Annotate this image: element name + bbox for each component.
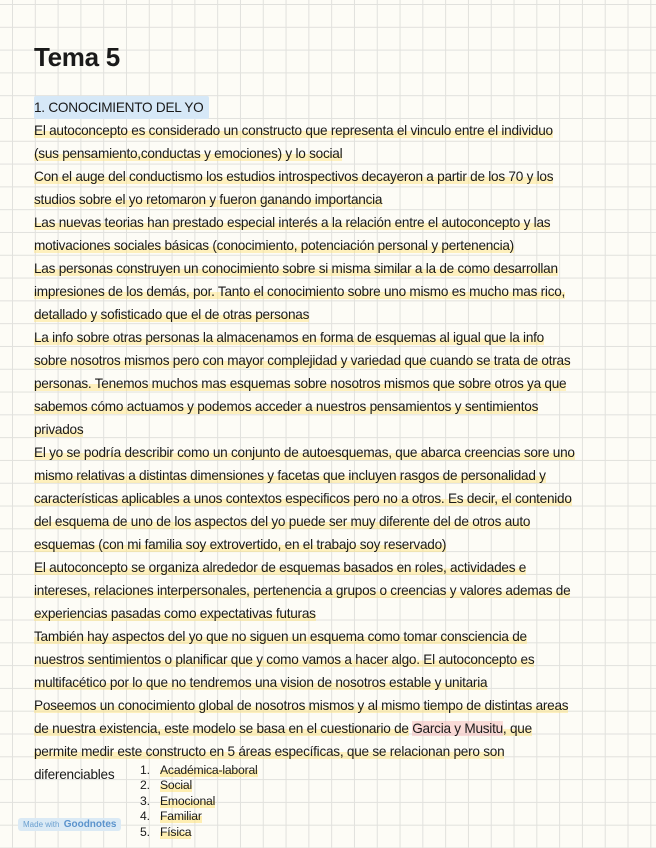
note-line (34, 579, 634, 602)
note-line (34, 533, 634, 556)
note-line (34, 349, 634, 372)
note-line-text: Las personas construyen un conocimiento sobre si misma similar a la de como desarrollan (34, 261, 558, 276)
note-line-text: privados (34, 422, 84, 437)
note-line-text: experiencias pasadas como expectativas futuras (34, 606, 316, 621)
note-line-text: También hay aspectos del yo que no siguen un esquema como tomar consciencia de (34, 629, 527, 644)
area-number: 4. (140, 809, 150, 824)
note-line-text: El autoconcepto es considerado un constructo que representa el vinculo entre el individuo (34, 123, 553, 138)
note-line-text: permite medir este constructo en 5 áreas específicas, que se relacionan pero son (34, 744, 505, 759)
area-label: Emocional (160, 793, 216, 808)
area-number: 2. (140, 778, 150, 793)
note-line (34, 625, 634, 648)
note-line (34, 510, 634, 533)
note-line-text-after: , que (502, 721, 532, 736)
note-line (34, 303, 634, 326)
last-line-text: diferenciables (34, 767, 115, 782)
note-line-text: esquemas (con mi familia soy extrovertido, en el trabajo soy reservado) (34, 537, 447, 552)
area-number: 3. (140, 793, 150, 808)
note-line-text: impresiones de los demás, por. Tanto el conocimiento sobre uno mismo es mucho mas rico, (34, 284, 566, 299)
note-line-text: studios sobre el yo retomaron y fueron ganando importancia (34, 192, 383, 207)
note-line-text: Con el auge del conductismo los estudios introspectivos decayeron a partir de los 70 y los (34, 169, 554, 184)
note-line-text: multifacético por lo que no tendremos una vision de nosotros estable y unitaria (34, 675, 488, 690)
note-line (34, 556, 634, 579)
note-line (34, 395, 634, 418)
note-line-text: motivaciones sociales básicas (conocimiento, potenciación personal y pertenencia) (34, 238, 514, 253)
goodnotes-watermark (18, 818, 121, 831)
note-line (34, 257, 634, 280)
note-line (34, 441, 634, 464)
note-line-text: nuestros sentimientos o planificar que y como vamos a hacer algo. El autoconcepto es (34, 652, 535, 667)
area-label: Familiar (160, 809, 202, 824)
highlighted-name: Garcia y Musitu (412, 721, 503, 736)
note-lines (34, 96, 634, 763)
note-line (34, 96, 634, 119)
note-line (34, 211, 634, 234)
note-line (34, 119, 634, 142)
note-line-text: personas. Tenemos muchos mas esquemas sobre nosotros mismos que sobre otros ya que (34, 376, 567, 391)
area-list-item (140, 778, 258, 793)
note-line (34, 234, 634, 257)
note-line-text: intereses, relaciones interpersonales, pertenencia a grupos o creencias y valores ademas de (34, 583, 571, 598)
note-line (34, 602, 634, 625)
areas-list (140, 763, 258, 840)
area-list-item (140, 763, 258, 778)
note-line-text: La info sobre otras personas la almacenamos en forma de esquemas al igual que la info (34, 330, 544, 345)
area-list-item (140, 825, 258, 840)
area-list-item (140, 809, 258, 824)
area-number: 5. (140, 824, 150, 839)
note-line-text: El autoconcepto se organiza alrededor de esquemas basados en roles, actividades e (34, 560, 527, 575)
note-line (34, 464, 634, 487)
note-line (34, 165, 634, 188)
note-line (34, 326, 634, 349)
section-heading: 1. CONOCIMIENTO DEL YO (34, 96, 209, 119)
note-line (34, 694, 634, 717)
area-number: 1. (140, 763, 150, 777)
watermark-prefix: Made with (23, 820, 60, 829)
note-line-text: mismo relativas a distintas dimensiones y facetas que incluyen rasgos de personalidad y (34, 468, 546, 483)
page-title: Tema 5 (34, 42, 120, 72)
note-line (34, 372, 634, 395)
note-line (34, 142, 634, 165)
note-line-text: del esquema de uno de los aspectos del yo puede ser muy diferente del de otros auto (34, 514, 531, 529)
note-line-text: sobre nosotros mismos pero con mayor complejidad y variedad que cuando se trata de otras (34, 353, 571, 368)
note-line (34, 671, 634, 694)
note-line-text: detallado y sofisticado que el de otras personas (34, 307, 310, 322)
note-line-text: (sus pensamiento,conductas y emociones) y lo social (34, 146, 343, 161)
area-label: Física (160, 824, 192, 839)
note-line-text: características aplicables a unos contextos especificos pero no a otros. Es decir, el contenido (34, 491, 572, 506)
note-line-text: Poseemos un conocimiento global de nosotros mismos y al mismo tiempo de distintas areas (34, 698, 569, 713)
note-line (34, 418, 634, 441)
note-line (34, 487, 634, 510)
note-line-text: sabemos cómo actuamos y podemos acceder a nuestros pensamientos y sentimientos (34, 399, 539, 414)
note-line (34, 648, 634, 671)
area-label: Académica-laboral (160, 763, 258, 777)
note-line (34, 280, 634, 303)
note-line-text: El yo se podría describir como un conjunto de autoesquemas, que abarca creencias sore uno (34, 445, 575, 460)
watermark-brand: Goodnotes (63, 819, 117, 830)
note-line-text: de nuestra existencia, este modelo se basa en el cuestionario de (34, 721, 409, 736)
note-line (34, 740, 634, 763)
note-line (34, 188, 634, 211)
area-list-item (140, 794, 258, 809)
note-line (34, 717, 634, 740)
area-label: Social (160, 778, 192, 793)
note-line-text: Las nuevas teorias han prestado especial interés a la relación entre el autoconcepto y las (34, 215, 551, 230)
